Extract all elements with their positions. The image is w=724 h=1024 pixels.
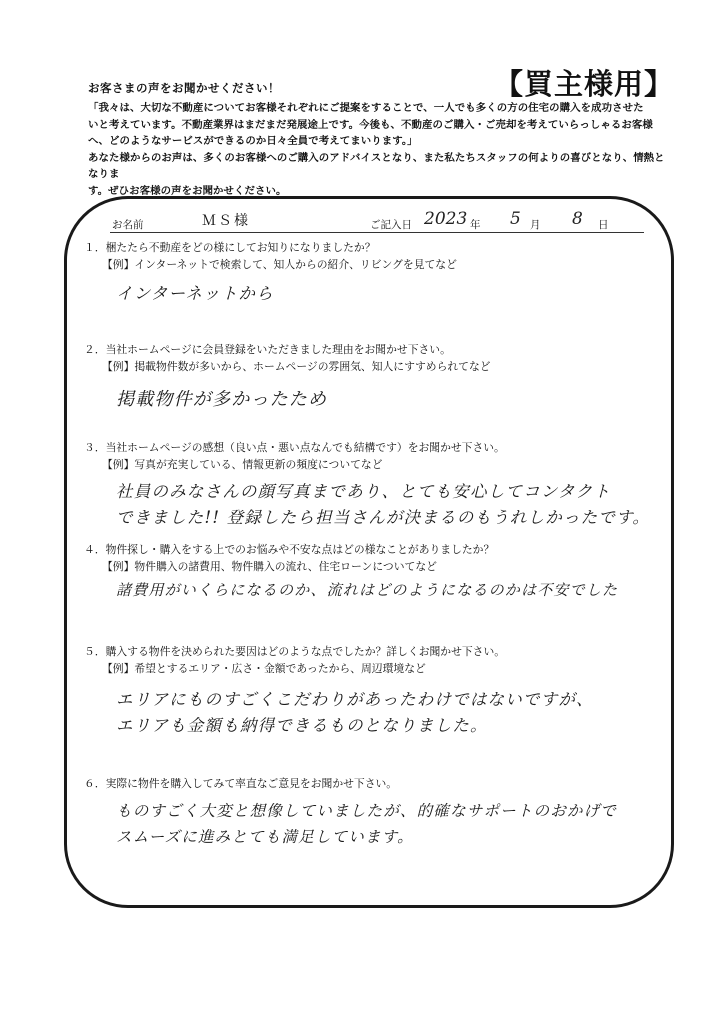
- question-4: [84, 542, 654, 603]
- answer-line: できました!! 登録したら担当さんが決まるのもうれしかったです。: [116, 508, 651, 527]
- intro-line: あなた様からのお声は、多くのお客様へのご購入のアドバイスとなり、また私たちスタッフの何よりの喜びとなり、情熱となりま: [88, 151, 665, 180]
- answer-line: 諸費用がいくらになるのか、流れはどのようになるのかは不安でした: [116, 581, 619, 599]
- name-value: ＭＳ様: [202, 213, 250, 229]
- intro-line: へ、どのようなサービスができるのか日々全員で考えてまいります。」: [88, 135, 418, 147]
- question-example: 【例】写真が充実している、情報更新の頻度についてなど: [102, 458, 383, 471]
- question-text: ３．当社ホームページの感想（良い点・悪い点なんでも結構です）をお聞かせ下さい。: [84, 441, 505, 454]
- year-unit: 年: [470, 219, 481, 231]
- question-text: ６．実際に物件を購入してみて率直なご意見をお聞かせ下さい。: [84, 777, 398, 790]
- intro-text: [88, 100, 674, 199]
- question-example: 【例】インターネットで検索して、知人からの紹介、リビングを見てなど: [102, 258, 457, 271]
- question-example: 【例】掲載物件数が多いから、ホームページの雰囲気、知人にすすめられてなど: [102, 360, 491, 373]
- answer-line: 掲載物件が多かったため: [116, 389, 328, 410]
- answer-line: ものすごく大変と想像していましたが、的確なサポートのおかげで: [116, 802, 618, 820]
- page-title: お客さまの声をお聞かせください！: [88, 81, 280, 95]
- month-unit: 月: [530, 219, 541, 231]
- question-1: [84, 240, 654, 307]
- question-3: [84, 440, 654, 531]
- answer-line: スムーズに進みとても満足しています。: [116, 828, 414, 846]
- question-2: [84, 342, 654, 413]
- question-text: ４．物件探し・購入をする上でのお悩みや不安な点はどの様なことがありましたか？: [84, 543, 495, 556]
- answer-line: インターネットから: [116, 284, 274, 303]
- intro-line: いと考えています。不動産業界はまだまだ発展途上です。今後も、不動産のご購入・ご売却を考えていらっしゃるお客様: [88, 118, 653, 131]
- intro-line: 「我々は、大切な不動産についてお客様それぞれにご提案をすることで、一人でも多くの方の住宅の購入を成功させた: [88, 102, 644, 114]
- question-text: １．梱たたら不動産をどの様にしてお知りになりましたか？: [84, 241, 376, 254]
- question-example: 【例】希望とするエリア・広さ・金額であったから、周辺環境など: [102, 662, 426, 675]
- name-label: お名前: [112, 219, 144, 231]
- answer-line: エリアにものすごくこだわりがあったわけではないですが、: [116, 690, 594, 709]
- question-5: [84, 644, 654, 739]
- month-value: 5: [510, 209, 521, 229]
- question-example: 【例】物件購入の諸費用、物件購入の流れ、住宅ローンについてなど: [102, 560, 437, 573]
- day-unit: 日: [598, 219, 609, 231]
- question-6: [84, 776, 654, 850]
- question-text: ５．購入する物件を決められた要因はどのような点でしたか？詳しくお聞かせ下さい。: [84, 645, 506, 658]
- question-text: ２．当社ホームページに会員登録をいただきました理由をお聞かせ下さい。: [84, 343, 451, 356]
- year-value: 2023: [424, 209, 468, 229]
- intro-line: す。ぜひお客様の声をお聞かせください。: [88, 184, 287, 197]
- date-label: ご記入日: [370, 219, 412, 231]
- answer-line: 社員のみなさんの顔写真まであり、とても安心してコンタクト: [116, 482, 611, 501]
- name-date-row: [110, 209, 644, 233]
- answer-line: エリアも金額も納得できるものとなりました。: [116, 716, 488, 735]
- buyer-badge: 【買主様用】: [494, 67, 675, 101]
- day-value: 8: [572, 209, 583, 229]
